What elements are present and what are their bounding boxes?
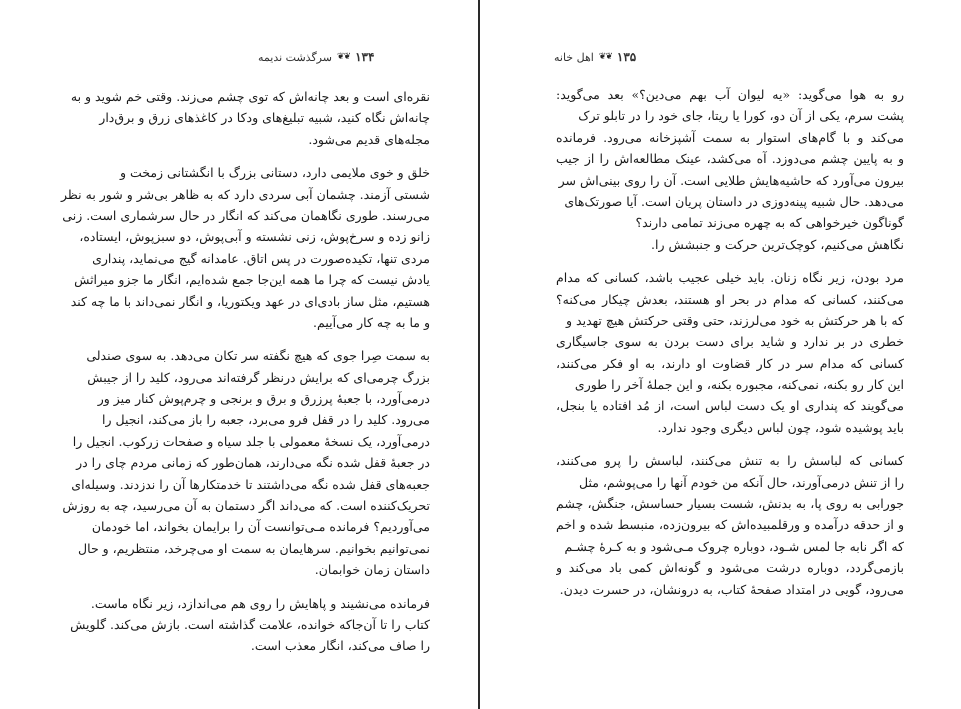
text-line: یادش نیست که چرا ما همه این‌جا جمع شده‌ایم، انگار ما جزو میراثش [74, 272, 430, 288]
text-line: و از حدقه درآمده و ورقلمبیده‌اش که بیرون‌زده، منبسط شده و اخم [556, 517, 904, 533]
text-line: می‌کند و با گام‌های استوار به سمت آشپزخانه می‌رود. فرمانده [556, 129, 904, 145]
right-running-title: اهل خانه [554, 50, 594, 64]
text-line: را از تنش درمی‌آورند، حال آنکه من خودم آنها را می‌پوشم، مثل [579, 474, 904, 490]
text-line: که اگر نابه جا لمس شـود، دوباره چروک مـی‌شود و به کـرهٔ چشـم [564, 538, 904, 554]
text-line: که با هر حرکتش به خود می‌لرزند، حتی وقتی حرکتش هیچ تهدید و [566, 312, 904, 328]
text-line: مرد بودن، زیر نگاه زنان. باید خیلی عجیب باشد، کسانی که مدام [556, 270, 904, 286]
text-line: جورابی به روی پا، به بدنش، شست بسیار حساسش، جنگش، چشم [556, 496, 904, 512]
text-line: مردی تنها، تکیده‌صورت در پس اتاق. عامدانه گیج می‌نماید، پنداری [92, 250, 430, 266]
right-page-header [554, 50, 636, 64]
paragraph-gap [48, 150, 430, 162]
ornament-icon: ❦❦ [336, 52, 351, 62]
text-line: می‌کنند، کسانی که مدام در بحر او هستند، بعدش چیکار می‌کنه؟ [556, 291, 904, 307]
text-line: داستان زمان خوابمان. [314, 562, 430, 578]
paragraph-gap [556, 438, 904, 450]
text-line: بزرگ چرمی‌ای که برایش درنظر گرفته‌اند می‌رود، کلید را از جیبش [87, 369, 430, 385]
right-page-number: ۱۳۵ [616, 50, 637, 64]
text-line: جعبه‌های قفل شده نگه می‌داشتند تا خدمتکارها آن را ندزدند. وسیله‌ای [71, 476, 430, 492]
text-line: خلق و خوی ملایمی دارد، دستانی بزرگ با انگشتانی زمخت و [120, 165, 430, 181]
text-line: کسانی که لباسش را به تنش می‌کنند، لباسش را پرو می‌کنند، [556, 453, 904, 469]
left-page-header [258, 50, 374, 64]
text-line: نمی‌توانیم بخوانیم. سرهایمان به سمت او می‌چرخد، منتظریم، و حال [78, 540, 430, 556]
left-page-number: ۱۳۴ [355, 50, 375, 64]
left-page-body [48, 86, 430, 657]
text-line: رو به هوا می‌گوید: «یه لیوان آب بهم می‌دین؟» بعد می‌گوید: [556, 87, 904, 102]
right-page [484, 0, 961, 709]
text-line: درمی‌آورد، با جعبهٔ پرزرق و برق و برنجی و چرم‌پوش کنار میز ور [97, 391, 430, 407]
right-page-body [556, 84, 904, 600]
text-line: نگاهش می‌کنیم، کوچک‌ترین حرکت و جنبشش را. [651, 236, 904, 252]
text-line: هستیم، مثل ساز بادی‌ای در عهد ویکتوریا، و انگار نمی‌داند با ما چه کند [70, 293, 430, 309]
paragraph-gap [556, 255, 904, 267]
text-line: و به پایین چشم می‌دوزد. آه می‌کشد، عینک مطالعه‌اش را از جیب [556, 151, 904, 167]
paragraph-gap [48, 581, 430, 593]
text-line: می‌آوردیم؟ فرمانده مـی‌توانست آن را برایمان بخواند، اما خودمان [91, 519, 430, 535]
text-line: می‌دهد. حال شبیه پینه‌دوزی در داستان پریان است. آیا صورتک‌های [564, 193, 904, 209]
text-line: را صاف می‌کند، انگار معذب است. [250, 638, 430, 654]
text-line: نقره‌ای است و بعد چانه‌اش که توی چشم می‌زند. وقتی خم شوید و به [70, 89, 430, 104]
text-line: درمی‌آورد، یک نسخهٔ معمولی با جلد سیاه و صفحات زرکوب. انجیل را [72, 433, 430, 449]
text-line: گوناگون خیرخواهی که به چهره می‌زند تمامی دارند؟ [635, 215, 904, 231]
text-line: زانو زده و سرخ‌پوش، زنی نشسته و آبی‌پوش، دو سبزپوش، ایستاده، [79, 229, 430, 245]
text-line: شستی آزمند. چشمان آبی سردی دارد که به ظاهر بی‌شر و شور به نظر [61, 186, 430, 202]
text-line: باید پوشیده شود، چون لباس دیگری وجود ندارد. [657, 419, 904, 435]
text-line: می‌رود. کلید را در قفل فرو می‌برد، جعبه را باز می‌کند، انجیل را [102, 412, 430, 428]
text-line: چانه‌اش نگاه کنید، شبیه تبلیغ‌های ودکا در کاغذهای زرق و برق‌دار [99, 110, 430, 126]
text-line: در جعبهٔ قفل شده نگه می‌دارند، همان‌طور که زمانی مردم چای را در [76, 455, 430, 471]
book-gutter [478, 0, 480, 709]
text-line: کتاب را تا آن‌جاکه خوانده، علامت گذاشته است. بازش می‌کند. گلویش [70, 616, 430, 632]
text-line: تحریک‌کننده است. که می‌داند اگر دستمان به آن می‌رسید، چه به روزش [62, 498, 430, 514]
text-line: می‌رسند. طوری نگاهمان می‌کند که انگار در حال سرشماری است. زنی [62, 207, 430, 223]
left-running-title: سرگذشت ندیمه [258, 50, 332, 64]
text-line: و ما به چه کار می‌آییم. [313, 314, 430, 330]
text-line: می‌رود، گویی در امتداد صفحهٔ کتاب، به درونشان، در حسرت دیدن. [559, 581, 904, 597]
text-line: بازمی‌گردد، دوباره درشت می‌شود و گونه‌اش کمی باد می‌کند و [556, 560, 904, 576]
text-line: خطری در بر ندارد و شاید برای دست بردن به سوی جاسیگاری [556, 334, 904, 350]
text-line: مجله‌های قدیم می‌شود. [308, 131, 430, 147]
left-page [0, 0, 478, 709]
text-line: به سمت صِرا جوی که هیچ نگفته سر تکان می‌دهد. به سوی صندلی [86, 348, 430, 364]
ornament-icon: ❦❦ [598, 52, 612, 62]
text-line: بیرون می‌آورد که حاشیه‌هایش طلایی است. آن را روی بینی‌اش سر [558, 172, 904, 188]
text-line: فرمانده می‌نشیند و پاهایش را روی هم می‌اندازد، زیر نگاه ماست. [90, 595, 430, 611]
text-line: کسانی که مدام سر در کار قضاوت او دارند، به او فکر می‌کنند، [556, 355, 904, 371]
paragraph-gap [48, 333, 430, 345]
text-line: می‌گویند که پنداری او یک دست لباس است، از مُد افتاده یا بنجل، [556, 398, 904, 414]
text-line: این کار رو بکنه، نمی‌کنه، مجبوره بکنه، و این جملهٔ آخر را طوری [574, 377, 904, 393]
text-line: پشت سرم، یکی از آن دو، کورا یا ریتا، جای خود را در تابلو ترک [578, 108, 904, 124]
